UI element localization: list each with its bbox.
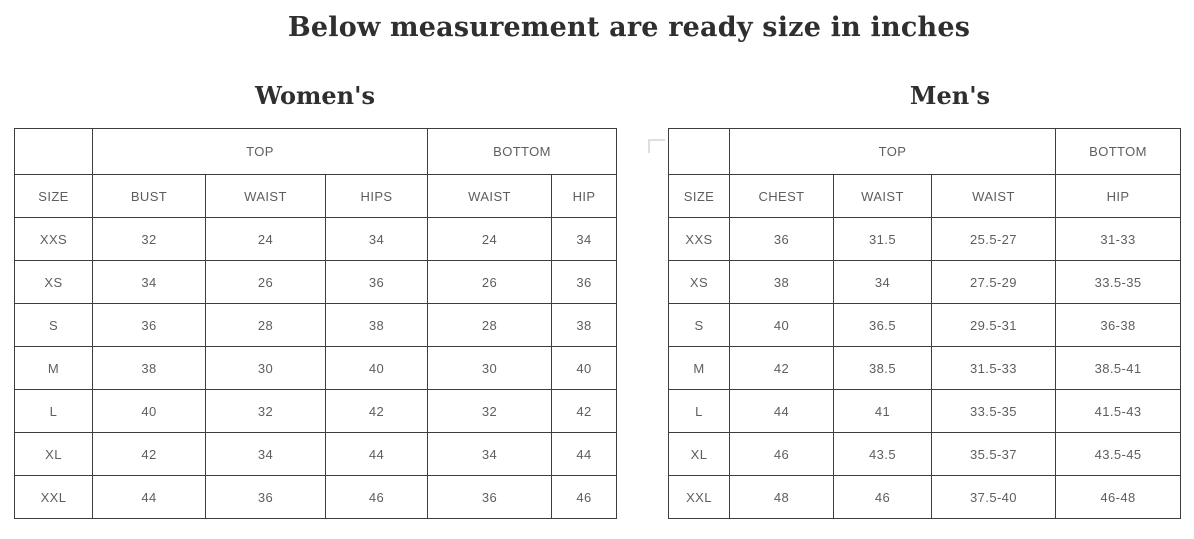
measurement-cell: 27.5-29	[932, 261, 1056, 304]
measurement-cell: 40	[93, 390, 206, 433]
column-header-cell: HIP	[1056, 175, 1181, 218]
column-header-cell: WAIST	[834, 175, 932, 218]
measurement-cell: 40	[326, 347, 428, 390]
measurement-cell: 32	[428, 390, 552, 433]
measurement-cell: 41.5-43	[1056, 390, 1181, 433]
top-group-header-cell: TOP	[93, 129, 428, 175]
table-row	[669, 390, 1181, 433]
measurement-cell: 36	[93, 304, 206, 347]
size-cell: XS	[669, 261, 730, 304]
measurement-cell: 34	[834, 261, 932, 304]
page-title: Below measurement are ready size in inches	[287, 12, 971, 43]
measurement-cell: 34	[326, 218, 428, 261]
measurement-cell: 41	[834, 390, 932, 433]
measurement-cell: 31.5-33	[932, 347, 1056, 390]
measurement-cell: 40	[730, 304, 834, 347]
table-row	[15, 390, 617, 433]
table-row	[669, 433, 1181, 476]
measurement-cell: 37.5-40	[932, 476, 1056, 519]
column-header-cell: WAIST	[206, 175, 326, 218]
bottom-group-header-cell: BOTTOM	[428, 129, 617, 175]
measurement-cell: 36-38	[1056, 304, 1181, 347]
measurement-cell: 28	[428, 304, 552, 347]
measurement-cell: 36	[730, 218, 834, 261]
measurement-cell: 25.5-27	[932, 218, 1056, 261]
table-row	[15, 347, 617, 390]
measurement-cell: 46	[730, 433, 834, 476]
size-cell: XXL	[669, 476, 730, 519]
table-row	[15, 261, 617, 304]
measurement-cell: 46	[834, 476, 932, 519]
measurement-cell: 44	[93, 476, 206, 519]
column-header-cell: CHEST	[730, 175, 834, 218]
measurement-cell: 33.5-35	[1056, 261, 1181, 304]
measurement-cell: 24	[428, 218, 552, 261]
measurement-cell: 38	[93, 347, 206, 390]
column-header-cell: WAIST	[932, 175, 1056, 218]
measurement-cell: 42	[730, 347, 834, 390]
measurement-cell: 38	[552, 304, 617, 347]
empty-corner-cell	[15, 129, 93, 175]
column-header-row	[669, 175, 1181, 218]
measurement-cell: 46	[552, 476, 617, 519]
measurement-cell: 30	[428, 347, 552, 390]
measurement-cell: 34	[552, 218, 617, 261]
measurement-cell: 36	[206, 476, 326, 519]
table-row	[669, 476, 1181, 519]
measurement-cell: 43.5-45	[1056, 433, 1181, 476]
mens-section	[668, 80, 1180, 519]
measurement-cell: 48	[730, 476, 834, 519]
table-row	[15, 433, 617, 476]
column-header-cell: BUST	[93, 175, 206, 218]
womens-size-table	[14, 128, 616, 519]
size-cell: XS	[15, 261, 93, 304]
measurement-cell: 38	[326, 304, 428, 347]
measurement-cell: 36	[326, 261, 428, 304]
measurement-cell: 36	[552, 261, 617, 304]
table-row	[669, 261, 1181, 304]
size-cell: S	[15, 304, 93, 347]
measurement-cell: 43.5	[834, 433, 932, 476]
measurement-cell: 31.5	[834, 218, 932, 261]
size-cell: L	[15, 390, 93, 433]
measurement-cell: 40	[552, 347, 617, 390]
measurement-cell: 24	[206, 218, 326, 261]
measurement-cell: 34	[428, 433, 552, 476]
measurement-cell: 34	[93, 261, 206, 304]
column-header-row	[15, 175, 617, 218]
measurement-cell: 29.5-31	[932, 304, 1056, 347]
measurement-cell: 38.5-41	[1056, 347, 1181, 390]
men-table	[668, 128, 1181, 519]
size-cell: S	[669, 304, 730, 347]
mens-size-table	[668, 128, 1180, 519]
measurement-cell: 46	[326, 476, 428, 519]
size-cell: XXS	[669, 218, 730, 261]
size-cell: XXL	[15, 476, 93, 519]
measurement-cell: 42	[326, 390, 428, 433]
size-cell: L	[669, 390, 730, 433]
table-row	[669, 347, 1181, 390]
group-header-row	[15, 129, 617, 175]
size-cell: XXS	[15, 218, 93, 261]
measurement-cell: 30	[206, 347, 326, 390]
size-cell: XL	[669, 433, 730, 476]
measurement-cell: 44	[326, 433, 428, 476]
column-header-cell: SIZE	[669, 175, 730, 218]
measurement-cell: 32	[206, 390, 326, 433]
measurement-cell: 44	[730, 390, 834, 433]
measurement-cell: 42	[93, 433, 206, 476]
size-cell: M	[669, 347, 730, 390]
table-row	[15, 304, 617, 347]
size-cell: M	[15, 347, 93, 390]
column-header-cell: HIPS	[326, 175, 428, 218]
measurement-cell: 36	[428, 476, 552, 519]
measurement-cell: 35.5-37	[932, 433, 1056, 476]
measurement-cell: 32	[93, 218, 206, 261]
measurement-cell: 31-33	[1056, 218, 1181, 261]
table-row	[15, 218, 617, 261]
table-row	[669, 304, 1181, 347]
measurement-cell: 38	[730, 261, 834, 304]
empty-corner-cell	[669, 129, 730, 175]
column-header-cell: SIZE	[15, 175, 93, 218]
measurement-cell: 38.5	[834, 347, 932, 390]
table-row	[15, 476, 617, 519]
womens-section	[14, 80, 616, 519]
column-header-cell: WAIST	[428, 175, 552, 218]
measurement-cell: 26	[206, 261, 326, 304]
group-header-row	[669, 129, 1181, 175]
measurement-cell: 44	[552, 433, 617, 476]
women-table	[14, 128, 617, 519]
bottom-group-header-cell: BOTTOM	[1056, 129, 1181, 175]
womens-heading: Women's	[255, 81, 375, 110]
column-header-cell: HIP	[552, 175, 617, 218]
top-group-header-cell: TOP	[730, 129, 1056, 175]
mens-heading: Men's	[909, 81, 991, 110]
measurement-cell: 46-48	[1056, 476, 1181, 519]
measurement-cell: 34	[206, 433, 326, 476]
measurement-cell: 28	[206, 304, 326, 347]
measurement-cell: 33.5-35	[932, 390, 1056, 433]
measurement-cell: 36.5	[834, 304, 932, 347]
table-row	[669, 218, 1181, 261]
measurement-cell: 42	[552, 390, 617, 433]
size-cell: XL	[15, 433, 93, 476]
measurement-cell: 26	[428, 261, 552, 304]
corner-artifact	[648, 139, 665, 153]
